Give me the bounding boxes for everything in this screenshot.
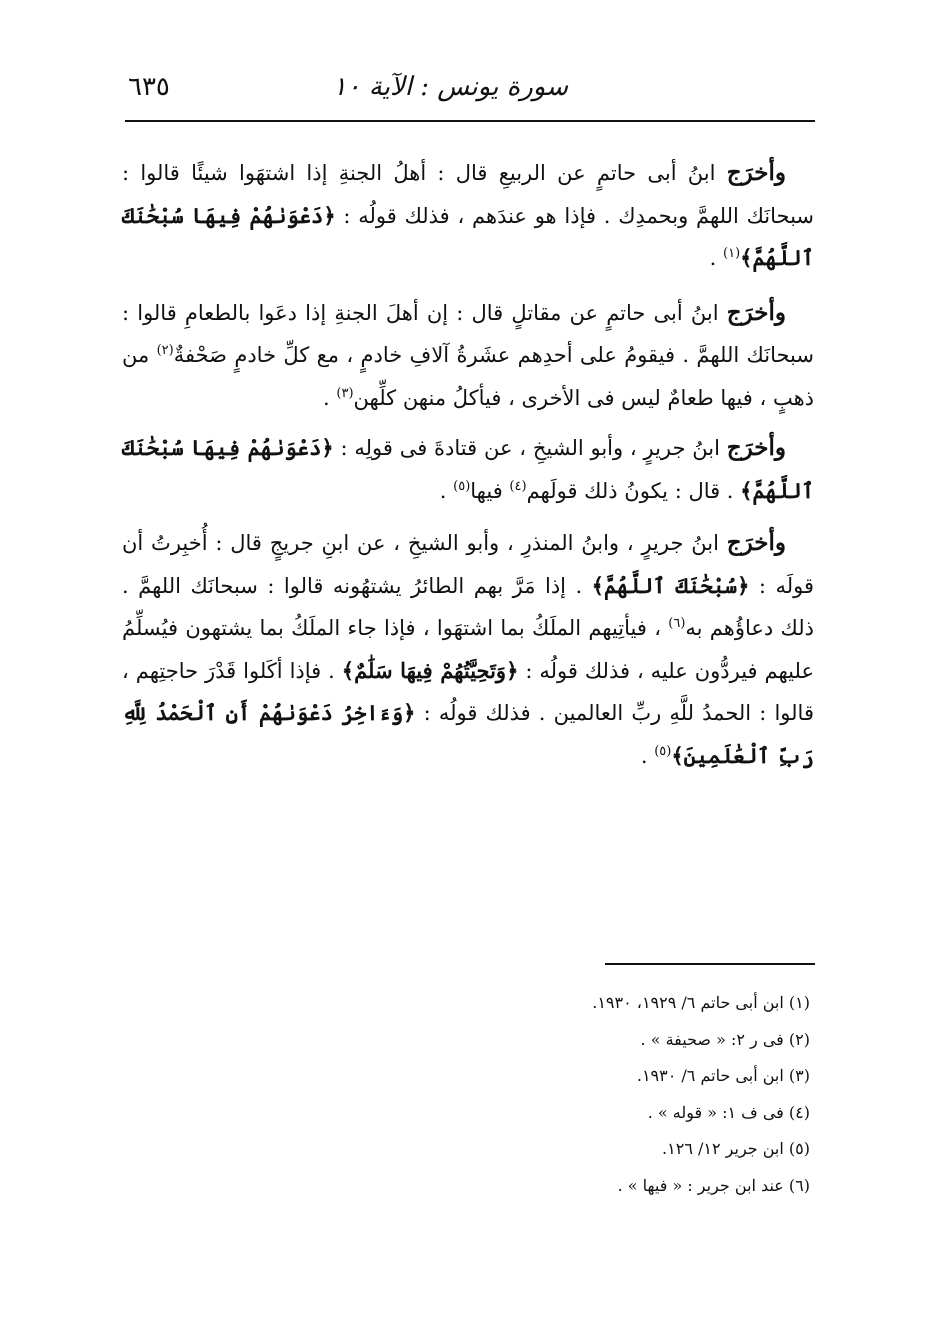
paragraph-text: فيها bbox=[470, 478, 510, 503]
quran-quote: ﴿سُبْحَٰنَكَ ٱللَّهُمَّ﴾ bbox=[591, 572, 750, 598]
paragraph-text: . إذا مَرَّ بهم الطائرُ يشتهُونه قالوا : سبحانَك اللهمَّ . ذلك دعاؤُهم به bbox=[122, 573, 815, 640]
footnote-ref: (٥) bbox=[453, 478, 471, 494]
paragraph-text: ابنُ جريرٍ ، وابنُ المنذرِ ، وأبو الشيخِ ، عن ابنِ جريجٍ قال : أُخبِرتُ أن قولَه : bbox=[122, 531, 814, 598]
footnote-ref: (٦) bbox=[668, 616, 686, 631]
page-number: ٦٣٥ bbox=[128, 72, 170, 102]
footnote-3: (٣) ابن أبى حاتم ٦/ ١٩٣٠. bbox=[636, 1066, 810, 1085]
paragraph-2 bbox=[122, 292, 814, 420]
footnote-5: (٥) ابن جرير ١٢/ ١٢٦. bbox=[662, 1139, 810, 1158]
paragraph-text: ابنُ جريرٍ ، وأبو الشيخِ ، عن قتادةَ فى قولِه : bbox=[333, 436, 720, 460]
paragraph-text: . قال : يكونُ ذلك قولَهم bbox=[526, 478, 741, 503]
paragraph-opener: وأخرَج bbox=[726, 298, 786, 326]
footnote-ref: (٣) bbox=[336, 385, 354, 401]
paragraph-text: . فإذا أكَلوا قَدْرَ حاجتِهم ، قالوا : الحمدُ للَّهِ ربِّ العالمين . فذلك قولُه : bbox=[122, 658, 814, 725]
paragraph-opener: وأخرَج bbox=[726, 529, 786, 556]
paragraph-text: ابنُ أبى حاتمٍ عن مقاتلٍ قال : إن أهلَ الجنةِ إذا دعَوا بالطعامِ قالوا : سبحانَك اللهمَّ . فيقومُ على أحدِهم عشَرةُ آلافِ خادمٍ ، مع كلِّ خادمٍ صَحْفةٌ bbox=[122, 300, 814, 367]
paragraph-text: ، فيأتِيهم الملَكُ بما اشتهَوا ، فإذا جاء الملَكُ بما يشتهون فيُسلِّمُ عليهم فيردُّون عليه ، فذلك قولُه : bbox=[122, 616, 814, 683]
quran-quote: ﴿دَعْوَىٰهُمْ فِيهَا سُبْحَٰنَكَ ٱللَّهُمَّ﴾ bbox=[122, 202, 814, 270]
header-rule bbox=[125, 120, 815, 122]
footnote-ref: (١) bbox=[723, 246, 741, 261]
paragraph-text: . bbox=[709, 246, 724, 270]
quran-quote: ﴿دَعْوَىٰهُمْ فِيهَا سُبْحَٰنَكَ ٱللَّهُمَّ﴾ bbox=[122, 435, 814, 503]
quran-quote: ﴿وَتَحِيَّتُهُمْ فِيهَا سَلَٰمٌ﴾ bbox=[341, 657, 519, 683]
footnote-ref: (٥) bbox=[654, 743, 672, 759]
main-text bbox=[122, 152, 814, 777]
footnote-6: (٦) عند ابن جرير : « فيها » . bbox=[617, 1175, 810, 1195]
footnote-2: (٢) فى ر ٢: « صحيفة » . bbox=[640, 1029, 810, 1049]
surah-title: سورة يونس : الآية ١٠ bbox=[332, 72, 568, 102]
paragraph-text: ابنُ أبى حاتمٍ عن الربيعِ قال : أهلُ الجنةِ إذا اشتهَوا شيئًا قالوا : سبحانَك اللهمَّ وبحمدِك . فإذا هو عندَهم ، فذلك قولُه : bbox=[122, 161, 815, 228]
quran-quote: ﴿وَءَاخِرُ دَعْوَىٰهُمْ أَنِ ٱلْحَمْدُ لِلَّهِ رَبِّ ٱلْعَٰلَمِينَ﴾ bbox=[122, 700, 814, 768]
footnotes bbox=[300, 985, 810, 1204]
paragraph-opener: وأخرَج bbox=[726, 159, 786, 186]
paragraph-text: . bbox=[323, 385, 337, 410]
paragraph-1 bbox=[122, 152, 814, 280]
footnote-separator bbox=[605, 963, 815, 965]
footnote-ref: (٢) bbox=[156, 343, 174, 358]
paragraph-4 bbox=[122, 522, 814, 777]
paragraph-opener: وأخرَج bbox=[726, 434, 787, 461]
running-header bbox=[128, 72, 813, 112]
paragraph-text: . bbox=[439, 478, 454, 503]
footnote-4: (٤) فى ف ١: « قوله » . bbox=[647, 1102, 810, 1122]
footnote-1: (١) ابن أبى حاتم ٦/ ١٩٢٩، ١٩٣٠. bbox=[592, 993, 810, 1012]
paragraph-text: . bbox=[640, 743, 655, 768]
footnote-ref: (٤) bbox=[509, 478, 527, 494]
paragraph-text: من ذهبٍ ، فيها طعامٌ ليس فى الأخرى ، فيأكلُ منهن كلِّهن bbox=[122, 343, 814, 410]
paragraph-3 bbox=[122, 427, 814, 512]
